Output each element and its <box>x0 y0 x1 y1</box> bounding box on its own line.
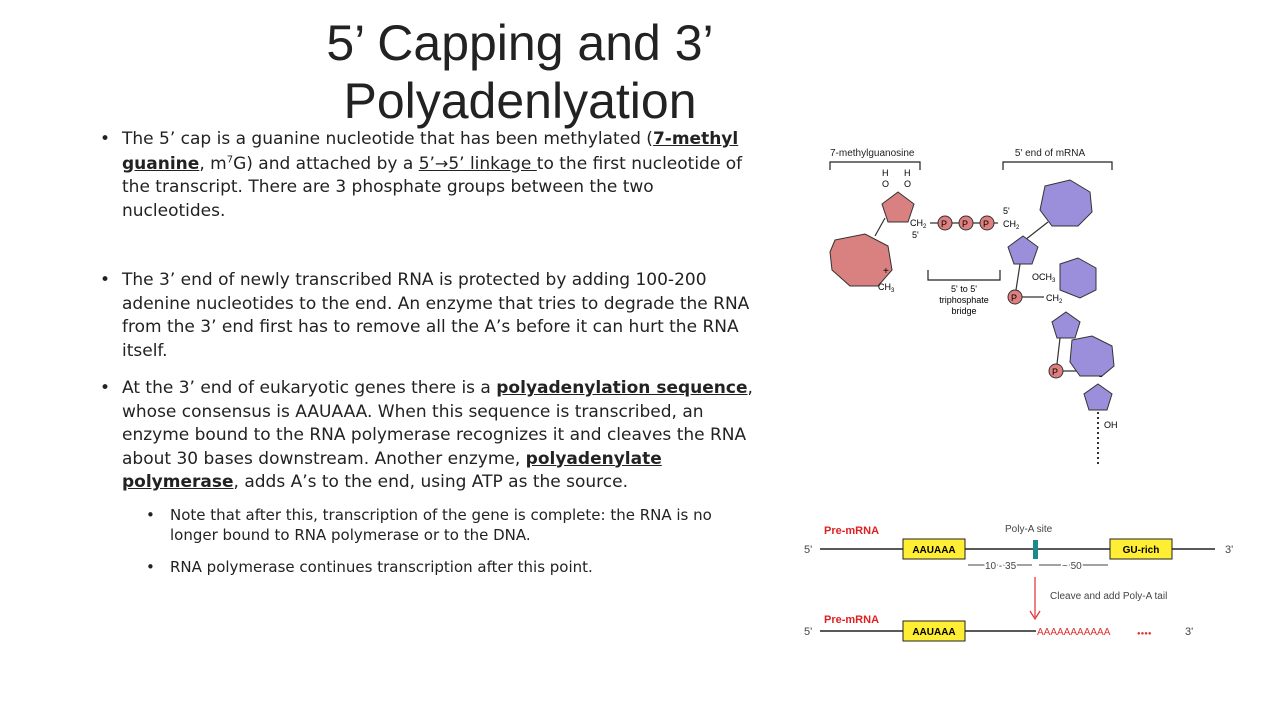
mrna-ribose-2 <box>1052 312 1080 338</box>
bridge-label-3: bridge <box>951 306 977 316</box>
bond-base1 <box>1025 222 1048 240</box>
atom-ch2-a-sub: 2 <box>1016 225 1020 231</box>
atom-h1: H <box>882 168 889 178</box>
mrna-ribose-3 <box>1084 384 1112 410</box>
poly-a-tail-dots: ●●●● <box>1137 631 1152 637</box>
phosphate-5-label: P <box>1052 367 1059 377</box>
phosphate-3-label: P <box>983 219 990 229</box>
bridge-label-2: triphosphate <box>939 295 989 305</box>
bullet-cap-text-4: to the first nucleotide of the transcript. There are 3 phosphate groups between the two nucleotides. <box>122 153 743 221</box>
phosphate-1-label: P <box>941 219 948 229</box>
pre-mrna-label-1: Pre-mRNA <box>824 525 880 537</box>
bullet-polya-text-1: At the 3’ end of eukaryotic genes there is a <box>122 378 497 398</box>
bracket-bridge <box>928 270 1000 280</box>
bullet-cap-text-2: , m <box>199 153 227 174</box>
poly-a-site-marker <box>1033 540 1038 559</box>
bullet-cap <box>98 128 758 223</box>
pre-mrna-label-2: Pre-mRNA <box>824 614 880 626</box>
bullet-polyadenylation <box>98 377 758 495</box>
mrna-base-3 <box>1070 336 1114 376</box>
atom-5prime-a: 5' <box>1003 206 1010 216</box>
atom-och3-a <box>1032 272 1056 284</box>
label-5-end-mrna: 5' end of mRNA <box>1014 148 1086 159</box>
bond-p2 <box>1057 338 1060 364</box>
slide-body <box>98 128 758 589</box>
bullet-polya-text-3: , adds A’s to the end, using ATP as the source. <box>233 472 628 492</box>
guanosine-base <box>830 234 892 286</box>
bullet-cap-text-3: G) and attached by a <box>233 153 419 174</box>
atom-5prime-small: 5' <box>912 230 919 240</box>
bullet-cap-text-1: The 5’ cap is a guanine nucleotide that has been methylated ( <box>122 129 653 149</box>
atom-och3-a-sub: 3 <box>1052 278 1056 284</box>
atom-och3-a-label: OCH <box>1032 272 1052 282</box>
atom-ch2-left-sub: 2 <box>923 224 927 230</box>
atom-o1: O <box>882 179 890 189</box>
three-prime-label-1: 3' <box>1225 544 1234 556</box>
three-prime-label-2: 3' <box>1185 626 1194 638</box>
term-7-methyl-guanine: 7-methyl guanine <box>122 129 739 174</box>
distance-label-1: 10 - 35 <box>985 561 1017 572</box>
term-polyadenylate-polymerase: polyadenylate polymerase <box>122 448 662 492</box>
term-linkage-5: 5’ <box>418 153 435 174</box>
atom-ch2-b-label: CH <box>1046 293 1059 303</box>
methyl-ch3-label: CH <box>878 282 891 292</box>
methyl-ch3-sub: 3 <box>891 288 895 294</box>
atom-ch2-b <box>1046 293 1063 305</box>
aauaaa-label-2: AAUAAA <box>912 627 956 638</box>
poly-a-tail: AAAAAAAAAAA <box>1037 627 1111 638</box>
superscript-7: 7 <box>226 153 234 165</box>
atom-ch2-b-sub: 2 <box>1059 299 1063 305</box>
term-linkage: 5’ linkage <box>448 153 537 174</box>
bridge-label-1: 5' to 5' <box>951 284 977 294</box>
phosphate-4-label: P <box>1011 293 1018 303</box>
cap-structure-diagram <box>820 140 1120 470</box>
atom-ch2-a <box>1003 219 1020 231</box>
bullet-polya-text-2: , whose consensus is AAUAAA. When this sequence is transcribed, an enzyme bound to the RNA polymerase recognizes it and cleaves the RNA about 30 bases downstream. Another enzyme, <box>122 378 753 469</box>
five-prime-label-2: 5' <box>804 626 813 638</box>
mrna-base-1 <box>1040 180 1092 226</box>
term-polyadenylation-sequence: polyadenylation sequence <box>496 378 748 398</box>
polya-diagram <box>800 515 1260 650</box>
poly-a-site-label: Poly-A site <box>1005 524 1053 535</box>
sub-bullet-rnap: • RNA polymerase continues transcription after this point. <box>98 557 758 577</box>
right-arrow-icon: → <box>434 153 449 173</box>
slide-title: 5’ Capping and 3’ Polyadenlyation <box>326 15 714 129</box>
methyl-ch3 <box>878 282 895 294</box>
bond-p1 <box>1016 264 1020 290</box>
bracket-mrna <box>1003 162 1112 170</box>
cleave-label: Cleave and add Poly-A tail <box>1050 591 1168 602</box>
distance-label-2: ~ 50 <box>1062 561 1082 572</box>
mrna-base-2 <box>1060 258 1096 298</box>
atom-ch2-left <box>910 218 927 230</box>
atom-o2: O <box>904 179 912 189</box>
five-prime-label-1: 5' <box>804 544 813 556</box>
atom-ch2-a-label: CH <box>1003 219 1016 229</box>
aauaaa-label-1: AAUAAA <box>912 545 956 556</box>
atom-h2: H <box>904 168 911 178</box>
atom-oh: OH <box>1104 420 1118 430</box>
atom-ch2-left-label: CH <box>910 218 923 228</box>
gu-rich-label: GU-rich <box>1122 545 1160 556</box>
phosphate-2-label: P <box>962 219 969 229</box>
label-7-methylguanosine: 7-methylguanosine <box>830 148 915 159</box>
charge-plus: + <box>883 266 889 277</box>
bond-ribose-base <box>875 218 885 236</box>
bullet-3prime: • The 3’ end of newly transcribed RNA is protected by adding 100-200 adenine nucleotides to the end. An enzyme that tries to degrade the RNA from the 3’ end first has to remove all the A’s before it can hurt the RNA itself. <box>98 269 758 363</box>
sub-bullet-note: • Note that after this, transcription of the gene is complete: the RNA is no longer bound to RNA polymerase or to the DNA. <box>98 505 758 545</box>
mrna-ribose-1 <box>1008 236 1038 264</box>
